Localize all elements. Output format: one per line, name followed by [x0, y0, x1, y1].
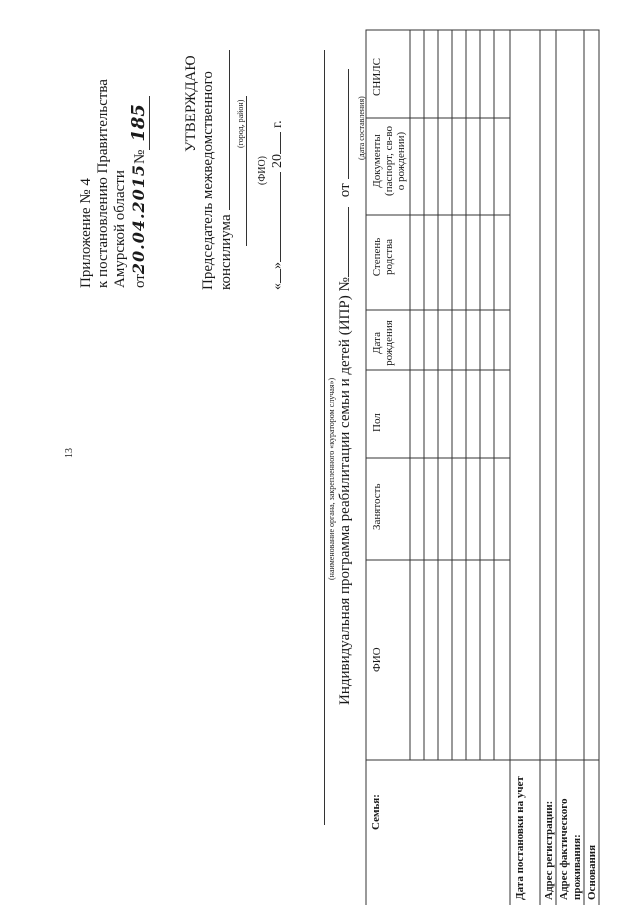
approval-line-1: Председатель межведомственного: [200, 71, 216, 290]
page-number: 13: [64, 448, 75, 458]
row-family-label: Семья:: [370, 794, 382, 830]
year-prefix: 20: [270, 154, 285, 168]
appendix-line-2: к постановлению Правительства: [95, 79, 111, 288]
row-registration-address: Адрес регистрации:: [543, 800, 555, 900]
col-gender: Пол: [371, 413, 383, 432]
program-title: Индивидуальная программа реабилитации семьи и детей (ИПР) №: [337, 277, 353, 705]
date-caption: (дата составления): [357, 96, 366, 160]
city-caption: (город, район): [236, 99, 245, 148]
handwritten-number: 185: [128, 96, 150, 150]
col-snils: СНИЛС: [371, 57, 383, 96]
fio-caption: (ФИО): [257, 155, 268, 185]
program-from: от: [337, 183, 353, 198]
appendix-line-3: Амурской области: [112, 170, 128, 288]
handwritten-date: 20.04.2015: [129, 163, 148, 275]
col-kinship: Степень родства: [371, 237, 395, 277]
row-actual-address: Адрес фактического проживания:: [558, 798, 583, 900]
row-registration-date: Дата постановки на учет: [514, 776, 526, 900]
appendix-line-1: Приложение № 4: [78, 178, 94, 288]
col-employment: Занятость: [371, 483, 383, 530]
row-grounds: Основания: [586, 844, 598, 900]
date-prefix: от: [132, 274, 148, 288]
year-suffix: г.: [270, 120, 285, 128]
number-prefix: №: [132, 149, 148, 164]
org-caption: (наименование органа, закрепленного «куратором случая»): [327, 377, 336, 580]
date-close: »: [270, 262, 285, 269]
approval-line-2-label: консилиума: [218, 214, 234, 290]
col-fio: ФИО: [371, 647, 383, 672]
date-open: «: [270, 283, 285, 290]
col-birth-date: Дата рождения: [371, 320, 395, 366]
approval-title: УТВЕРЖДАЮ: [183, 55, 199, 152]
col-documents: Документы (паспорт, св-во о рождении): [371, 126, 407, 196]
